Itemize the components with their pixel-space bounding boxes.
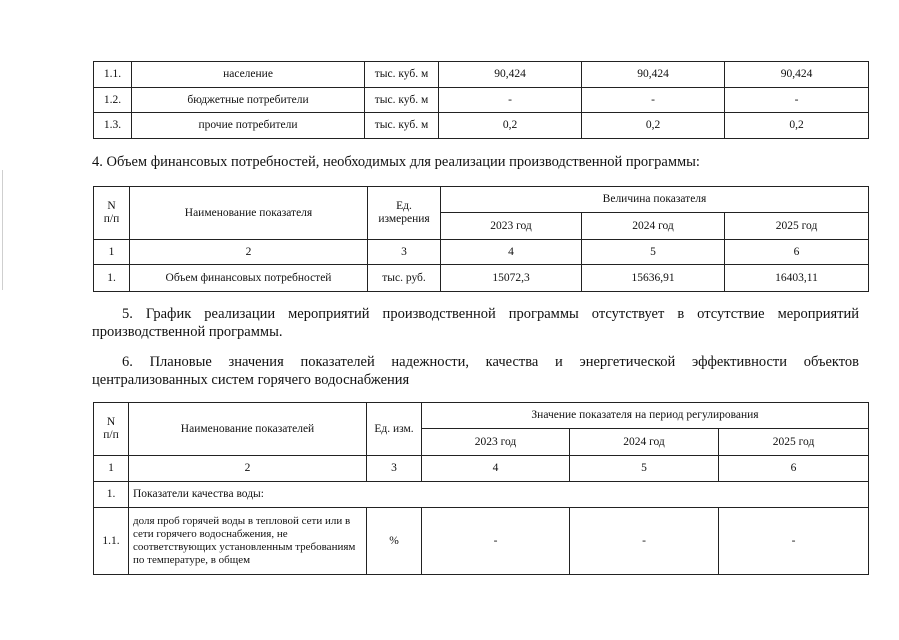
value-2024: - bbox=[570, 508, 719, 575]
section-5-text: 5. График реализации мероприятий производственной программы отсутствует в отсутствие мероприятий производственной программы. bbox=[92, 306, 859, 340]
indicator-name: прочие потребители bbox=[132, 113, 365, 139]
indicator-name: Объем финансовых потребностей bbox=[130, 265, 368, 292]
indicator-name: бюджетные потребители bbox=[132, 88, 365, 113]
column-index: 4 bbox=[422, 456, 570, 482]
column-index: 6 bbox=[725, 240, 869, 265]
column-index: 5 bbox=[570, 456, 719, 482]
value-2023: 15072,3 bbox=[441, 265, 582, 292]
group-title: Показатели качества воды: bbox=[129, 482, 869, 508]
header-year: 2023 год bbox=[441, 213, 582, 240]
value-2025: 16403,11 bbox=[725, 265, 869, 292]
header-name: Наименование показателей bbox=[129, 403, 367, 456]
header-year: 2024 год bbox=[570, 429, 719, 456]
value-2025: - bbox=[725, 88, 869, 113]
column-index: 2 bbox=[130, 240, 368, 265]
row-number: 1. bbox=[94, 265, 130, 292]
value-2025: 0,2 bbox=[725, 113, 869, 139]
scan-edge-mark bbox=[2, 170, 3, 290]
header-unit: Ед. изм. bbox=[367, 403, 422, 456]
column-index: 1 bbox=[94, 240, 130, 265]
header-year: 2025 год bbox=[719, 429, 869, 456]
value-2023: - bbox=[439, 88, 582, 113]
unit-cell: тыс. куб. м bbox=[365, 113, 439, 139]
consumption-table bbox=[93, 61, 869, 139]
group-row bbox=[94, 482, 869, 508]
value-2025: - bbox=[719, 508, 869, 575]
table-row bbox=[94, 113, 869, 139]
value-2024: 90,424 bbox=[582, 62, 725, 88]
column-index-row bbox=[94, 240, 869, 265]
table-header-row bbox=[94, 187, 869, 213]
column-index: 2 bbox=[129, 456, 367, 482]
column-index: 4 bbox=[441, 240, 582, 265]
quality-indicators-table bbox=[93, 402, 869, 575]
table-row bbox=[94, 62, 869, 88]
header-name: Наименование показателя bbox=[130, 187, 368, 240]
value-2025: 90,424 bbox=[725, 62, 869, 88]
value-2023: 0,2 bbox=[439, 113, 582, 139]
unit-cell: тыс. руб. bbox=[368, 265, 441, 292]
header-number: N п/п bbox=[94, 187, 130, 240]
value-2024: 15636,91 bbox=[582, 265, 725, 292]
unit-cell: тыс. куб. м bbox=[365, 88, 439, 113]
indicator-name: доля проб горячей воды в тепловой сети или в сети горячего водоснабжения, не соответствующих установленным требованиям по температуре, в общем bbox=[129, 508, 367, 575]
value-2023: 90,424 bbox=[439, 62, 582, 88]
header-year: 2024 год bbox=[582, 213, 725, 240]
column-index: 3 bbox=[368, 240, 441, 265]
header-year: 2025 год bbox=[725, 213, 869, 240]
unit-cell: % bbox=[367, 508, 422, 575]
row-number: 1.1. bbox=[94, 62, 132, 88]
table-row bbox=[94, 265, 869, 292]
row-number: 1.1. bbox=[94, 508, 129, 575]
column-index: 3 bbox=[367, 456, 422, 482]
value-2024: - bbox=[582, 88, 725, 113]
column-index-row bbox=[94, 456, 869, 482]
header-value: Величина показателя bbox=[441, 187, 869, 213]
row-number: 1.2. bbox=[94, 88, 132, 113]
value-2023: - bbox=[422, 508, 570, 575]
table-row bbox=[94, 88, 869, 113]
financial-needs-table bbox=[93, 186, 869, 292]
row-number: 1.3. bbox=[94, 113, 132, 139]
section-4-heading: 4. Объем финансовых потребностей, необходимых для реализации производственной программы: bbox=[92, 154, 700, 170]
header-value: Значение показателя на период регулирования bbox=[422, 403, 869, 429]
header-unit: Ед. измерения bbox=[368, 187, 441, 240]
value-2024: 0,2 bbox=[582, 113, 725, 139]
table-row bbox=[94, 508, 869, 575]
unit-cell: тыс. куб. м bbox=[365, 62, 439, 88]
section-6-heading: 6. Плановые значения показателей надежности, качества и энергетической эффективности объектов централизованных систем горячего водоснабжения bbox=[92, 354, 859, 388]
header-number: N п/п bbox=[94, 403, 129, 456]
group-number: 1. bbox=[94, 482, 129, 508]
column-index: 6 bbox=[719, 456, 869, 482]
header-year: 2023 год bbox=[422, 429, 570, 456]
indicator-name: население bbox=[132, 62, 365, 88]
column-index: 5 bbox=[582, 240, 725, 265]
table-header-row bbox=[94, 403, 869, 429]
column-index: 1 bbox=[94, 456, 129, 482]
